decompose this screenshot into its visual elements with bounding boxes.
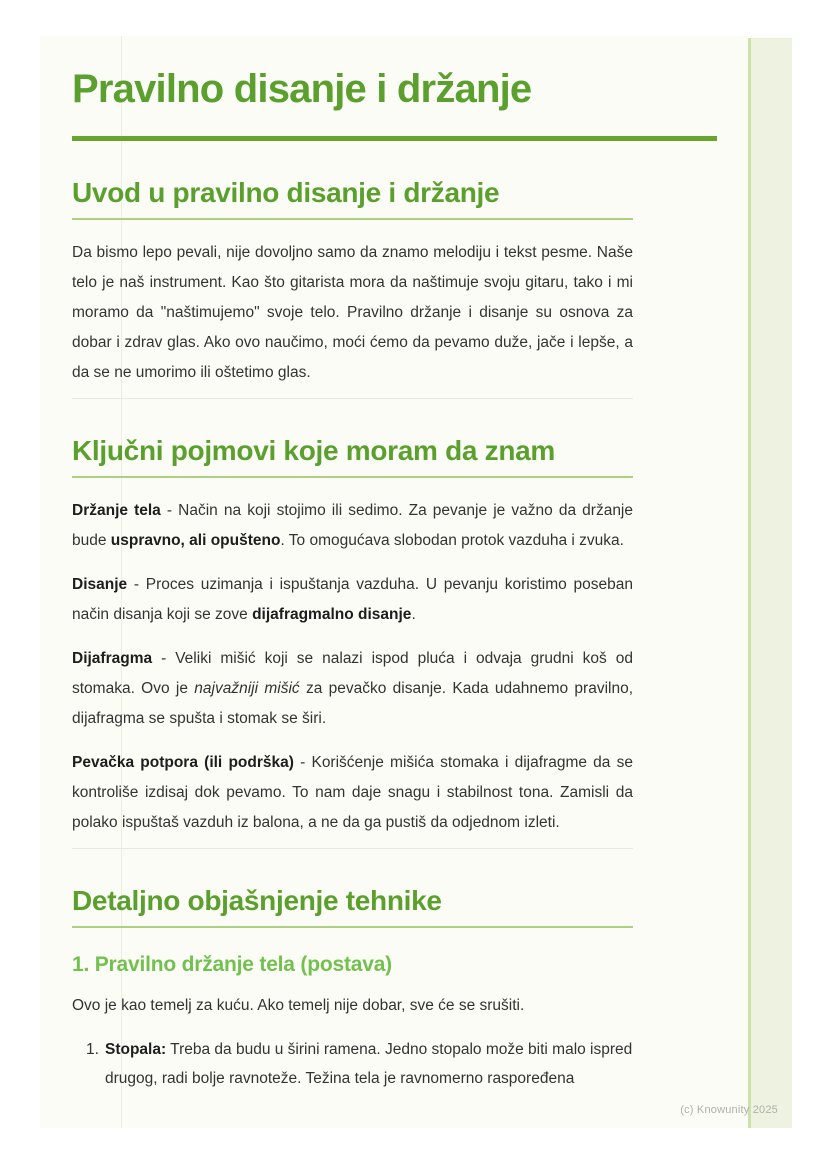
section-divider <box>72 848 633 849</box>
list-item-text: Stopala: Treba da budu u širini ramena. Jedno stopalo može biti malo ispred drugog, radi bolje ravnoteže. Težina tela je ravnomerno raspoređena <box>105 1041 633 1087</box>
section-heading-intro: Uvod u pravilno disanje i držanje <box>72 177 500 208</box>
title-underline <box>72 136 717 141</box>
subsection-heading-postava: 1. Pravilno držanje tela (postava) <box>72 953 392 976</box>
watermark: (c) Knowunity 2025 <box>680 1104 778 1116</box>
section-heading-key-terms: Ključni pojmovi koje moram da znam <box>72 435 556 466</box>
term-paragraph-dijafragma: Dijafragma - Veliki mišić koji se nalazi ispod pluća i odvaja grudni koš od stomaka. Ovo je najvažniji mišić za pevačko disanje. Kada udahnemo pravilno, dijafragma se spušta i stomak se širi. <box>72 650 633 727</box>
term-paragraph-drzanje-tela: Držanje tela - Način na koji stojimo ili sedimo. Za pevanje je važno da držanje bude uspravno, ali opušteno. To omogućava slobodan protok vazduha i zvuka. <box>72 502 633 549</box>
page-margin-bar <box>748 38 792 1128</box>
section-underline <box>72 926 633 928</box>
intro-paragraph: Da bismo lepo pevali, nije dovoljno samo da znamo melodiju i tekst pesme. Naše telo je naš instrument. Kao što gitarista mora da naštimuje svoju gitaru, tako i mi moramo da "naštimujemo" svoje telo. Pravilno držanje i disanje su osnova za dobar i zdrav glas. Ako ovo naučimo, moći ćemo da pevamo duže, jače i lepše, a da se ne umorimo ili oštetimo glas. <box>72 244 633 381</box>
document-page <box>40 36 792 1128</box>
list-item-stopala <box>72 1035 633 1093</box>
page-title: Pravilno disanje i držanje <box>72 67 532 111</box>
page-content <box>40 36 717 1093</box>
list-item-number: 1. <box>86 1041 99 1058</box>
section-underline <box>72 218 633 220</box>
term-paragraph-disanje: Disanje - Proces uzimanja i ispuštanja vazduha. U pevanju koristimo poseban način disanja koji se zove dijafragmalno disanje. <box>72 576 633 623</box>
section-divider <box>72 398 633 399</box>
numbered-list <box>72 1035 633 1093</box>
technique-intro-paragraph: Ovo je kao temelj za kuću. Ako temelj nije dobar, sve će se srušiti. <box>72 997 525 1014</box>
term-paragraph-pevacka-potpora: Pevačka potpora (ili podrška) - Korišćenje mišića stomaka i dijafragme da se kontroliše izdisaj dok pevamo. To nam daje snagu i stabilnost tona. Zamisli da polako ispuštaš vazduh iz balona, a ne da ga pustiš da odjednom izleti. <box>72 754 633 831</box>
section-underline <box>72 476 633 478</box>
section-heading-technique: Detaljno objašnjenje tehnike <box>72 885 442 916</box>
